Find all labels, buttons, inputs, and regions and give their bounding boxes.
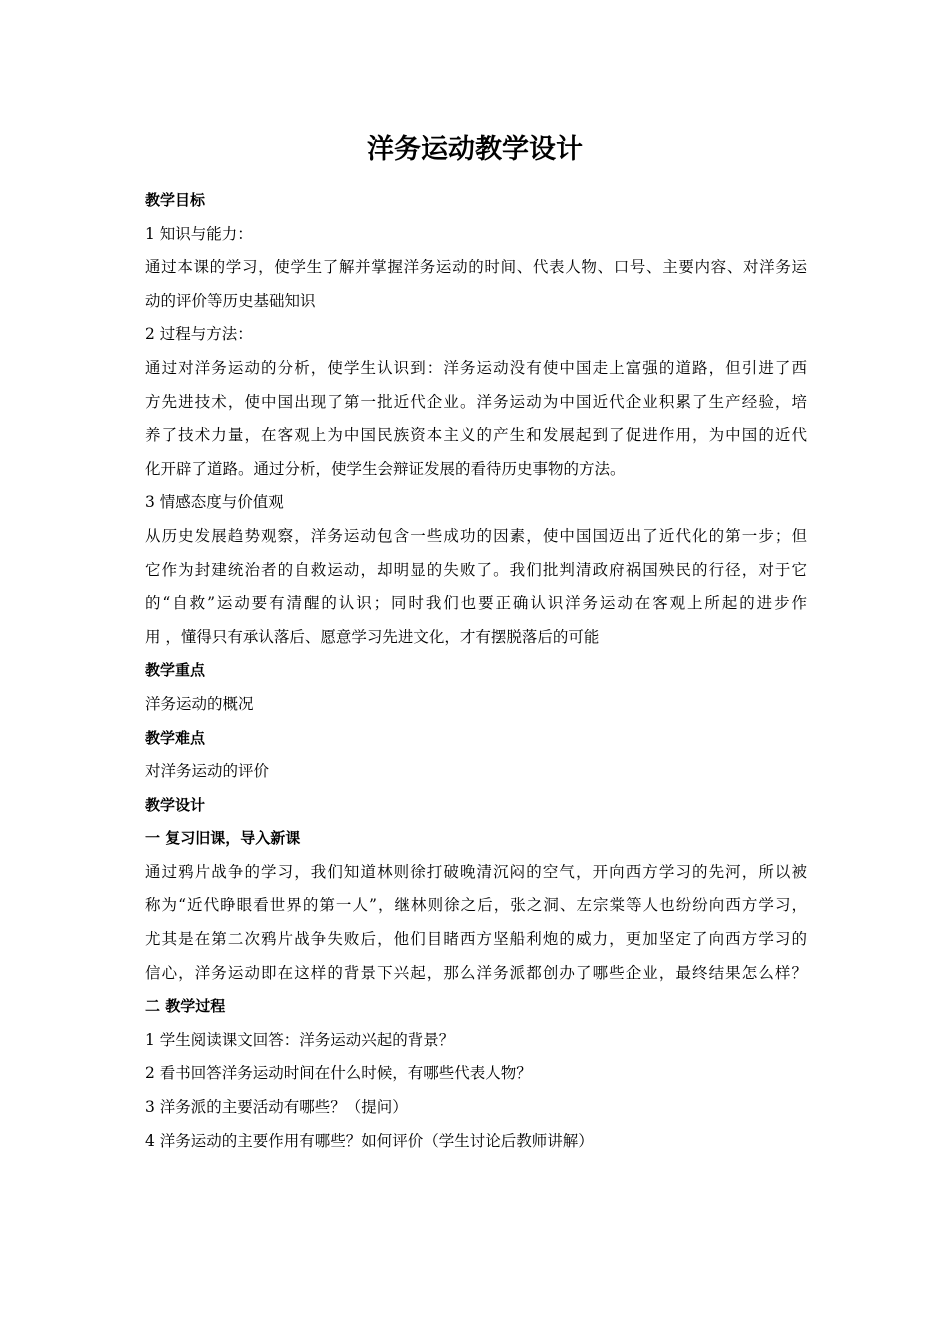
text-line: 4 洋务运动的主要作用有哪些？如何评价（学生讨论后教师讲解） xyxy=(145,1131,594,1150)
text-line: 2 看书回答洋务运动时间在什么时候，有哪些代表人物？ xyxy=(145,1064,532,1083)
text-line: 通过对洋务运动的分析，使学生认识到：洋务运动没有使中国走上富强的道路，但引进了西 xyxy=(145,358,807,377)
text-line: 通过本课的学习，使学生了解并掌握洋务运动的时间、代表人物、口号、主要内容、对洋务运 xyxy=(145,258,807,277)
section-heading: 教学重点 xyxy=(145,661,206,680)
text-line: 称为“近代睁眼看世界的第一人”，继林则徐之后，张之洞、左宗棠等人也纷纷向西方学习， xyxy=(145,896,807,915)
section-heading: 教学难点 xyxy=(145,728,206,747)
text-line: 3 情感态度与价值观 xyxy=(145,493,284,512)
text-line: 1 知识与能力： xyxy=(145,224,253,243)
text-line: 它作为封建统治者的自救运动，却明显的失败了。我们批判清政府祸国殃民的行径，对于它 xyxy=(145,560,807,579)
text-line: 信心，洋务运动即在这样的背景下兴起，那么洋务派都创办了哪些企业，最终结果怎么样？ xyxy=(145,963,807,982)
text-line: 从历史发展趋势观察，洋务运动包含一些成功的因素，使中国国迈出了近代化的第一步；但 xyxy=(145,526,807,545)
text-line: 的“自救”运动要有清醒的认识；同时我们也要正确认识洋务运动在客观上所起的进步作 xyxy=(145,594,807,613)
text-line: 方先进技术，使中国出现了第一批近代企业。洋务运动为中国近代企业积累了生产经验，培 xyxy=(145,392,807,411)
text-line: 洋务运动的概况 xyxy=(145,694,254,713)
section-heading: 教学设计 xyxy=(145,795,206,814)
text-line: 3 洋务派的主要活动有哪些？（提问） xyxy=(145,1098,408,1117)
text-line: 对洋务运动的评价 xyxy=(145,762,270,781)
section-heading: 二 教学过程 xyxy=(145,997,226,1016)
text-line: 2 过程与方法： xyxy=(145,325,253,344)
text-line: 化开辟了道路。通过分析，使学生会辩证发展的看待历史事物的方法。 xyxy=(145,459,626,478)
text-line: 1 学生阅读课文回答：洋务运动兴起的背景？ xyxy=(145,1030,455,1049)
section-heading: 教学目标 xyxy=(145,191,206,209)
text-line: 养了技术力量，在客观上为中国民族资本主义的产生和发展起到了促进作用，为中国的近代 xyxy=(145,426,807,445)
text-line: 通过鸦片战争的学习，我们知道林则徐打破晚清沉闷的空气，开向西方学习的先河，所以被 xyxy=(145,862,807,881)
text-line: 动的评价等历史基础知识 xyxy=(145,291,316,310)
document-body xyxy=(145,184,807,1158)
text-line: 尤其是在第二次鸦片战争失败后，他们目睹西方坚船利炮的威力，更加坚定了向西方学习的 xyxy=(145,930,807,949)
document-title: 洋务运动教学设计 xyxy=(367,134,583,165)
text-line: 用 ，懂得只有承认落后、愿意学习先进文化，才有摆脱落后的可能 xyxy=(145,627,600,646)
section-heading: 一 复习旧课，导入新课 xyxy=(145,829,301,848)
